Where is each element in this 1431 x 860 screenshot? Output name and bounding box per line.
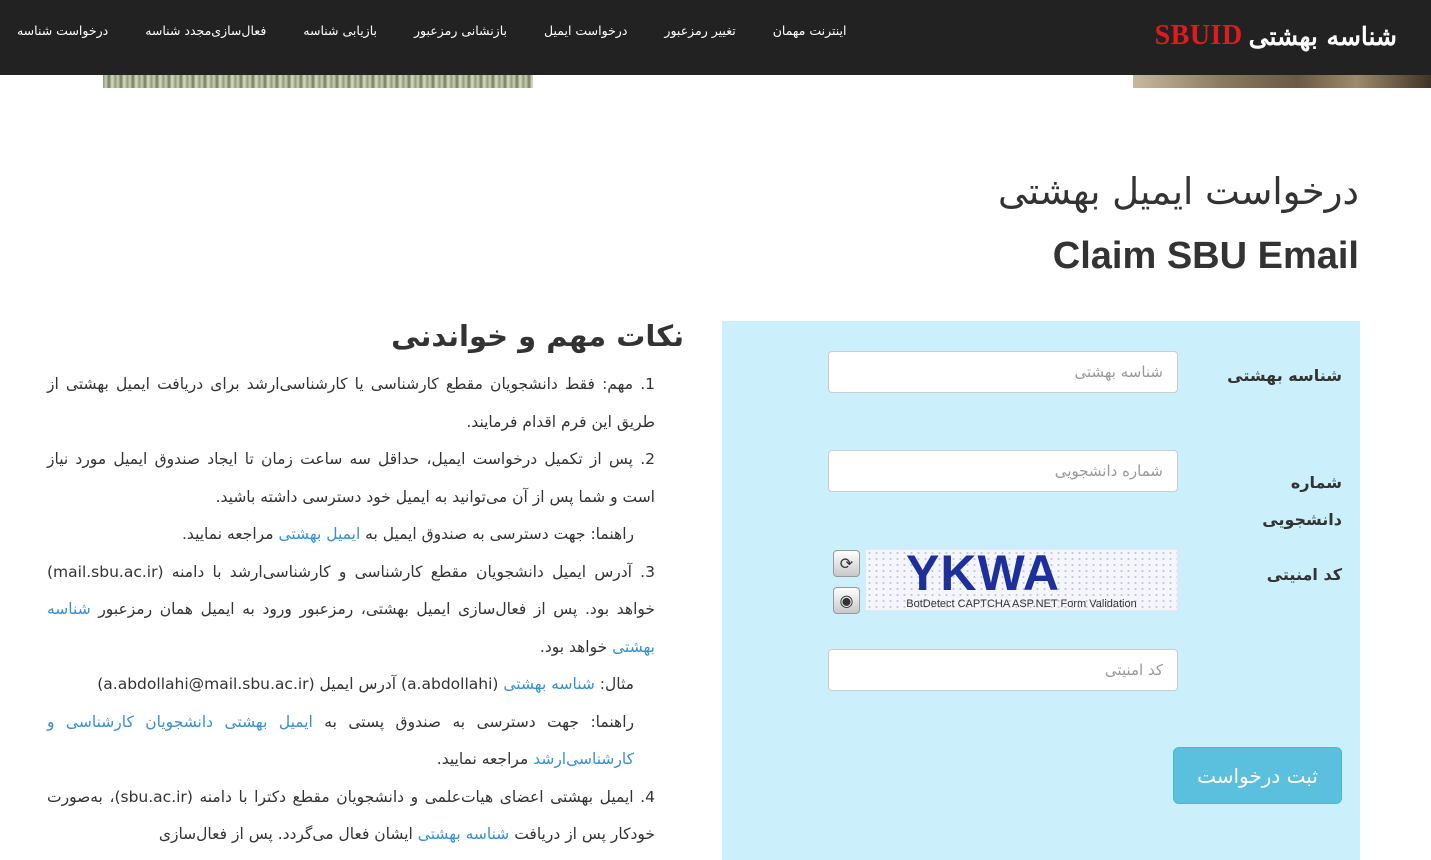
note-text: 4. ایمیل بهشتی اعضای هیات‌علمی و دانشجویان مقطع دکترا با دامنه (sbu.ac.ir)، به‌صورت خودکار پس از دریافت (47, 787, 655, 843)
page-subtitle: Claim SBU Email (1052, 235, 1359, 277)
note-item-2 (47, 441, 655, 554)
note-text: مراجعه نمایید. (436, 750, 534, 768)
nav-reset-password[interactable]: بازنشانی رمزعبور (414, 23, 508, 38)
note-item-3 (47, 554, 655, 779)
captcha-reload-button[interactable] (833, 550, 860, 577)
nav-request-id[interactable]: درخواست شناسه (16, 23, 109, 38)
student-number-input[interactable] (828, 450, 1178, 492)
nav-reactivate-id[interactable]: فعال‌سازی‌مجدد شناسه (145, 23, 267, 38)
captcha-caption: BotDetect CAPTCHA ASP.NET Form Validation (906, 598, 1137, 610)
note-text: راهنما: جهت دسترسی به صندوق پستی به (312, 712, 634, 731)
nav-guest-internet[interactable]: اینترنت مهمان (772, 23, 847, 38)
brand-logo[interactable] (1155, 14, 1397, 58)
student-number-label: شماره دانشجویی (1262, 473, 1342, 529)
speaker-icon: ◉ (839, 591, 854, 610)
note-text: ایشان فعال می‌گردد. پس از فعال‌سازی (158, 825, 418, 843)
nav-links (0, 22, 865, 40)
page-title: درخواست ایمیل بهشتی (998, 170, 1359, 213)
brand-name-en: SBUID (1154, 20, 1243, 51)
notes-list (47, 366, 655, 854)
banner-image-left (103, 75, 533, 88)
sbu-id-input[interactable] (828, 351, 1178, 393)
note-text: خواهد بود. (539, 637, 613, 656)
captcha-code: YKWA (906, 549, 1060, 601)
note-text: راهنما: جهت دسترسی به صندوق ایمیل به (360, 525, 634, 543)
note-example (47, 666, 655, 704)
captcha-image (865, 549, 1178, 611)
note-text: 1. مهم: فقط دانشجویان مقطع کارشناسی یا کارشناسی‌ارشد برای دریافت ایمیل بهشتی از طریق این فرم اقدام فرمایند. (47, 375, 655, 431)
notes-title: نکات مهم و خواندنی (391, 319, 684, 353)
note-text: خواهد بود. پس از فعال‌سازی ایمیل بهشتی، رمزعبور ورود به ایمیل همان رمزعبور (90, 600, 655, 618)
nav-change-password[interactable]: تغییر رمزعبور (664, 23, 736, 38)
captcha-audio-button[interactable] (833, 587, 860, 614)
sbu-id-link[interactable]: شناسه بهشتی (503, 675, 595, 693)
nav-recover-id[interactable]: بازیابی شناسه (303, 23, 378, 38)
note-text: 2. پس از تکمیل درخواست ایمیل، حداقل سه ساعت زمان تا ایجاد صندوق ایمیل مورد نیاز است و شما پس از آن می‌توانید به ایمیل خود دسترسی داشته باشید. (47, 450, 655, 506)
note-guide (47, 704, 655, 779)
note-text: (a.abdollahi) آدرس ایمیل (a.abdollahi@mail.sbu.ac.ir) (97, 675, 504, 693)
sbu-email-link[interactable]: ایمیل بهشتی (278, 525, 361, 543)
nav-request-email[interactable]: درخواست ایمیل (544, 23, 628, 38)
sbu-id-link[interactable]: شناسه بهشتی (47, 600, 655, 656)
captcha-input[interactable] (828, 649, 1178, 691)
note-text: مثال: (594, 675, 634, 693)
banner-image-right (1133, 75, 1431, 88)
note-text: مراجعه نمایید. (182, 525, 279, 543)
brand-name-fa: شناسه بهشتی (1248, 21, 1397, 51)
email-domain: (mail.sbu.ac.ir) (47, 562, 164, 581)
note-item-1 (47, 366, 655, 441)
note-text: 3. آدرس ایمیل دانشجویان مقطع کارشناسی و کارشناسی‌ارشد با دامنه (163, 562, 655, 581)
sbu-id-label: شناسه بهشتی (1227, 366, 1342, 385)
submit-request-button[interactable]: ثبت درخواست (1173, 747, 1342, 804)
note-guide (47, 516, 655, 554)
note-item-4 (47, 779, 655, 854)
captcha-label: کد امنیتی (1266, 565, 1342, 584)
sbu-id-link[interactable]: شناسه بهشتی (417, 825, 510, 843)
top-navbar (0, 0, 1431, 75)
reload-icon: ⟳ (839, 554, 854, 573)
student-email-link[interactable]: ایمیل بهشتی دانشجویان کارشناسی و کارشناسی‌ارشد (47, 712, 634, 768)
